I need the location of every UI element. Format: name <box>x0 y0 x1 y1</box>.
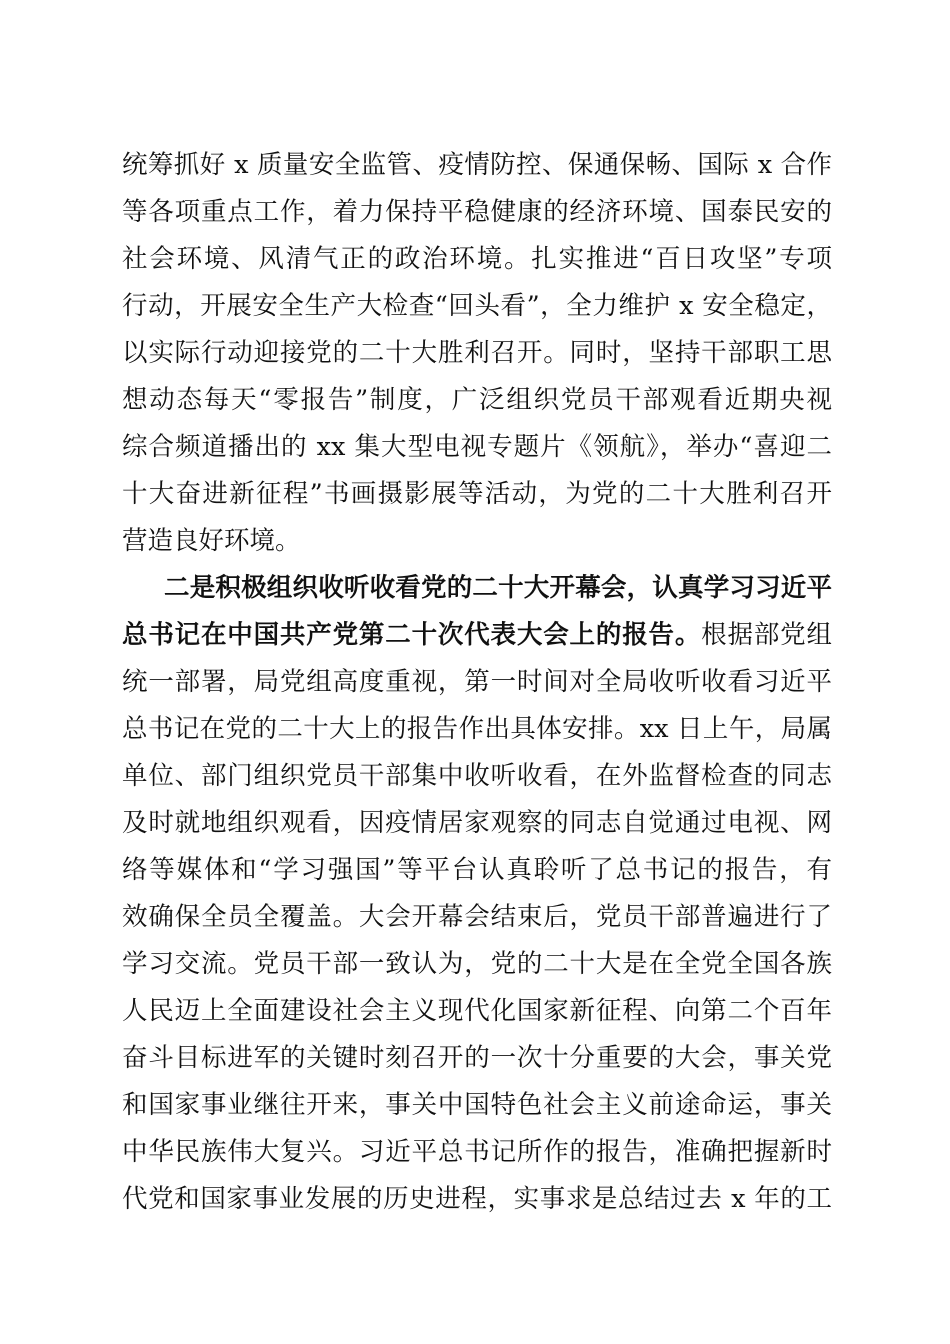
text-line: 社会环境、风清气正的政治环境。扎实推进“百日攻坚”专项 <box>122 244 832 274</box>
document-body <box>122 142 832 1223</box>
bold-heading-line: 二是积极组织收听收看党的二十大开幕会，认真学习习近平 <box>164 573 832 603</box>
text-line: 单位、部门组织党员干部集中收听收看，在外监督检查的同志 <box>122 761 832 791</box>
paragraph-1 <box>122 142 832 565</box>
text-line: 人民迈上全面建设社会主义现代化国家新征程、向第二个百年 <box>122 996 832 1026</box>
text-line: 中华民族伟大复兴。习近平总书记所作的报告，准确把握新时 <box>122 1137 832 1167</box>
text-line: 以实际行动迎接党的二十大胜利召开。同时，坚持干部职工思 <box>122 338 832 368</box>
text-line: 和国家事业继往开来，事关中国特色社会主义前途命运，事关 <box>122 1090 832 1120</box>
text-line: 及时就地组织观看，因疫情居家观察的同志自觉通过电视、网 <box>122 808 832 838</box>
text-segment: 根据部党组 <box>701 620 832 650</box>
text-line: 总书记在党的二十大上的报告作出具体安排。xx 日上午，局属 <box>122 714 832 744</box>
text-line: 络等媒体和“学习强国”等平台认真聆听了总书记的报告，有 <box>122 855 832 885</box>
bold-heading-end: 总书记在中国共产党第二十次代表大会上的报告。 <box>122 620 702 650</box>
text-line: 行动，开展安全生产大检查“回头看”，全力维护 x 安全稳定， <box>122 291 832 321</box>
paragraph-2 <box>122 565 832 1223</box>
text-line: 想动态每天“零报告”制度，广泛组织党员干部观看近期央视 <box>122 385 832 415</box>
text-line: 营造良好环境。 <box>122 526 301 556</box>
text-line: 效确保全员全覆盖。大会开幕会结束后，党员干部普遍进行了 <box>122 902 832 932</box>
text-line: 十大奋进新征程”书画摄影展等活动，为党的二十大胜利召开 <box>122 479 832 509</box>
text-line: 综合频道播出的 xx 集大型电视专题片《领航》，举办“喜迎二 <box>122 432 832 462</box>
text-line: 奋斗目标进军的关键时刻召开的一次十分重要的大会，事关党 <box>122 1043 832 1073</box>
text-line: 统筹抓好 x 质量安全监管、疫情防控、保通保畅、国际 x 合作 <box>122 150 832 180</box>
text-line: 统一部署，局党组高度重视，第一时间对全局收听收看习近平 <box>122 667 832 697</box>
text-line: 代党和国家事业发展的历史进程，实事求是总结过去 x 年的工 <box>122 1184 832 1214</box>
text-line: 等各项重点工作，着力保持平稳健康的经济环境、国泰民安的 <box>122 197 832 227</box>
text-line: 学习交流。党员干部一致认为，党的二十大是在全党全国各族 <box>122 949 832 979</box>
mixed-line <box>122 612 832 659</box>
